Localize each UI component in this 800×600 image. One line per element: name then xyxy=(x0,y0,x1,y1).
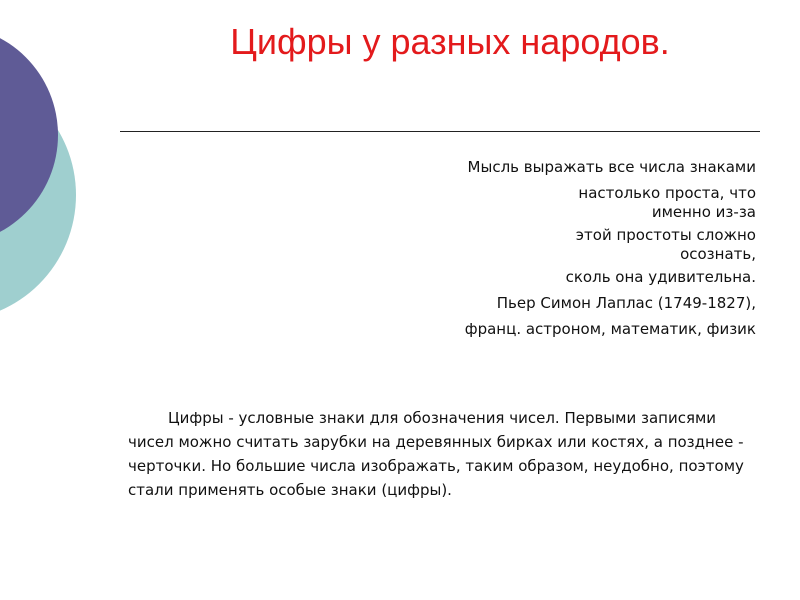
title-divider xyxy=(120,131,760,132)
epigraph-line-part: именно из-за xyxy=(651,203,756,221)
epigraph-line xyxy=(380,184,756,222)
epigraph-quote xyxy=(380,158,756,346)
epigraph-line xyxy=(380,226,756,264)
epigraph-author: Пьер Симон Лаплас (1749-1827), xyxy=(496,294,756,312)
epigraph-line-part: настолько проста, что xyxy=(578,184,756,202)
epigraph-line-part: осознать, xyxy=(680,245,756,263)
epigraph-line-part: этой простоты сложно xyxy=(575,226,756,244)
epigraph-line: Мысль выражать все числа знаками xyxy=(467,158,756,176)
epigraph-author-role: франц. астроном, математик, физик xyxy=(464,320,756,338)
slide-title: Цифры у разных народов. xyxy=(230,21,670,62)
body-paragraph-text: Цифры - условные знаки для обозначения чисел. Первыми записями чисел можно считать зарубки на деревянных бирках или костях, а позднее - черточки. Но большие числа изображать, таким образом, неудобно, поэтому стали применять особые знаки (цифры). xyxy=(128,409,744,499)
body-paragraph xyxy=(128,406,760,502)
epigraph-line: сколь она удивительна. xyxy=(565,268,756,286)
